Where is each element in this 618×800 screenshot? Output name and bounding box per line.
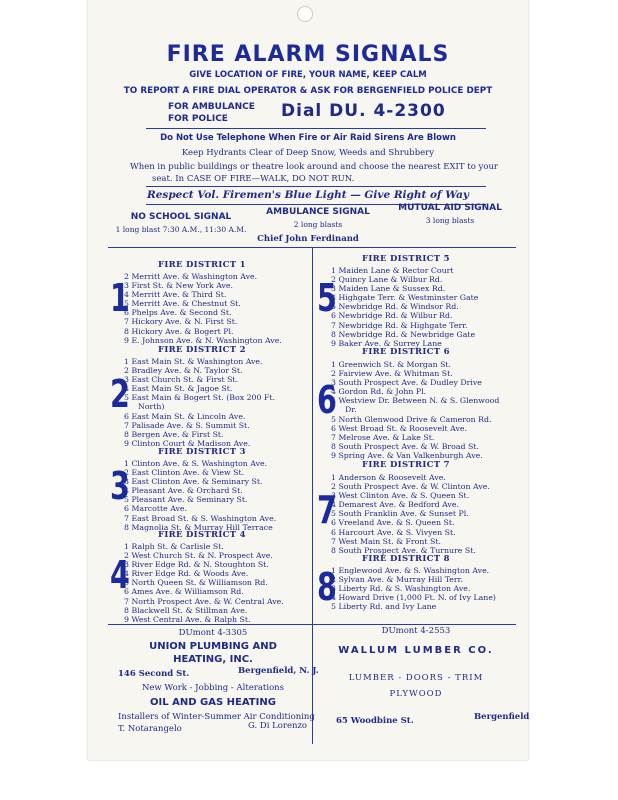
mutual-aid-detail: 3 long blasts xyxy=(425,216,475,225)
mutual-aid-signal: MUTUAL AID SIGNAL xyxy=(398,203,502,213)
list-item: 5 North Glenwood Drive & Cameron Rd. xyxy=(331,414,492,424)
district-3-number: 3 xyxy=(110,464,130,508)
district-2-list xyxy=(124,357,275,448)
district-1-number: 1 xyxy=(110,276,130,320)
list-item: 5 Newbridge Rd. & Windsor Rd. xyxy=(331,302,459,312)
district-5-list xyxy=(331,266,478,348)
wallum-products: LUMBER - DOORS - TRIM xyxy=(348,673,484,683)
union-person-1: T. Notarangelo xyxy=(118,724,182,734)
union-oil-gas: OIL AND GAS HEATING xyxy=(150,697,276,708)
list-item: 8 Hickory Ave. & Bogert Pl. xyxy=(124,326,234,336)
district-1-heading: FIRE DISTRICT 1 xyxy=(158,260,246,270)
public-note-line1: When in public buildings or theatre look around and choose the nearest EXIT to your xyxy=(130,162,498,172)
police-label: FOR POLICE xyxy=(168,114,228,124)
wallum-name: WALLUM LUMBER CO. xyxy=(338,645,494,656)
district-3-list xyxy=(124,459,276,532)
list-item: 4 Howard Drive (1,000 Ft. N. of Ivy Lane) xyxy=(331,593,496,603)
district-5-number: 5 xyxy=(317,276,337,320)
list-item: 8 South Prospect Ave. & Turnure St. xyxy=(331,545,476,555)
list-item: 1 Clinton Ave. & S. Washington Ave. xyxy=(124,459,268,468)
district-2-number: 2 xyxy=(110,372,130,416)
list-item: 9 Spring Ave. & Van Valkenburgh Ave. xyxy=(331,450,483,460)
district-8-number: 8 xyxy=(317,565,337,609)
list-item: 2 Bradley Ave. & N. Taylor St. xyxy=(124,366,243,376)
district-3-heading: FIRE DISTRICT 3 xyxy=(158,447,246,457)
list-item: 4 Merritt Ave. & Third St. xyxy=(124,290,227,300)
district-6-list xyxy=(331,360,499,460)
list-item: 9 E. Johnson Ave. & N. Washington Ave. xyxy=(124,335,282,345)
list-item: 9 Baker Ave. & Surrey Lane xyxy=(331,338,442,348)
district-4-list xyxy=(124,542,284,624)
list-item: 3 Liberty Rd. & S. Washington Ave. xyxy=(331,584,471,594)
list-item: 5 Merritt Ave. & Chestnut St. xyxy=(124,299,241,309)
list-item: 2 Merritt Ave. & Washington Ave. xyxy=(124,272,258,281)
list-item: 5 North Queen St. & Williamson Rd. xyxy=(124,578,268,588)
list-item: 9 West Central Ave. & Ralph St. xyxy=(124,614,251,624)
list-item: 6 Ames Ave. & Williamson Rd. xyxy=(124,587,244,597)
list-item: 6 Vreeland Ave. & S. Queen St. xyxy=(331,518,455,528)
district-7-number: 7 xyxy=(317,488,337,532)
divider xyxy=(146,186,486,187)
no-school-detail: 1 long blast 7:30 A.M., 11:30 A.M. xyxy=(115,225,247,234)
list-item: 7 West Main St. & Front St. xyxy=(331,536,441,546)
list-item: 2 Fairview Ave. & Whitman St. xyxy=(331,369,453,379)
list-item: 5 Liberty Rd. and Ivy Lane xyxy=(331,602,437,612)
ambulance-label: FOR AMBULANCE xyxy=(168,102,255,112)
list-item: 8 Newbridge Rd. & Newbridge Gate xyxy=(331,329,476,339)
list-item: 7 Palisade Ave. & S. Summit St. xyxy=(124,420,250,430)
list-item: 4 Pleasant Ave. & Orchard St. xyxy=(124,486,243,496)
phone-warning: Do Not Use Telephone When Fire or Air Raid Sirens Are Blown xyxy=(160,133,456,143)
list-item: 9 Clinton Court & Madison Ave. xyxy=(124,438,251,448)
wallum-phone: DUmont 4-2553 xyxy=(381,626,451,636)
instruction-line: GIVE LOCATION OF FIRE, YOUR NAME, KEEP CALM xyxy=(189,70,427,80)
union-name-line1: UNION PLUMBING AND xyxy=(149,641,277,652)
district-7-heading: FIRE DISTRICT 7 xyxy=(362,460,450,470)
district-8-heading: FIRE DISTRICT 8 xyxy=(362,554,450,564)
list-item: 5 Pleasant Ave. & Seminary St. xyxy=(124,495,248,505)
list-item: 3 Maiden Lane & Sussex Rd. xyxy=(331,284,446,294)
hanging-hole xyxy=(297,6,313,22)
list-item: 4 River Edge Rd. & Woods Ave. xyxy=(124,569,249,579)
divider xyxy=(146,128,486,129)
wallum-town: Bergenfield xyxy=(474,712,530,722)
list-item: 2 West Church St. & N. Prospect Ave. xyxy=(124,551,273,561)
list-item: 8 Magnolia St. & Murray Hill Terrace xyxy=(124,522,273,532)
ambulance-signal: AMBULANCE SIGNAL xyxy=(266,207,370,217)
list-item: 8 South Prospect Ave. & W. Broad St. xyxy=(331,441,479,451)
district-8-list xyxy=(331,566,496,611)
list-item: 4 Demarest Ave. & Bedford Ave. xyxy=(331,500,459,510)
list-item: 3 East Clinton Ave. & Seminary St. xyxy=(124,477,263,487)
list-item: 6 Marcotte Ave. xyxy=(124,504,188,514)
union-phone: DUmont 4-3305 xyxy=(178,628,248,638)
district-6-heading: FIRE DISTRICT 6 xyxy=(362,347,450,357)
list-item: 4 Highgate Terr. & Westminster Gate xyxy=(331,293,479,303)
list-item: 5 East Main & Bogert St. (Box 200 Ft. xyxy=(124,393,275,403)
list-item: 6 Harcourt Ave. & S. Vivyen St. xyxy=(331,527,456,537)
union-address: 146 Second St. xyxy=(118,669,190,679)
column-divider xyxy=(312,247,313,624)
fire-alarm-card xyxy=(88,0,528,760)
list-item: 2 Sylvan Ave. & Murray Hill Terr. xyxy=(331,575,463,585)
district-7-list xyxy=(331,473,490,555)
public-note-line2: seat. In CASE OF FIRE—WALK, DO NOT RUN. xyxy=(152,174,355,184)
district-4-number: 4 xyxy=(110,553,130,597)
list-item: 4 East Main St. & Jagoe St. xyxy=(124,384,233,394)
respect-banner: Respect Vol. Firemen's Blue Light — Give Right of Way xyxy=(147,189,469,201)
list-item: 1 Anderson & Roosevelt Ave. xyxy=(331,473,446,482)
district-5-heading: FIRE DISTRICT 5 xyxy=(362,254,450,264)
list-item: 7 East Broad St. & S. Washington Ave. xyxy=(124,513,277,523)
list-item: Dr. xyxy=(345,405,357,415)
list-item: 1 Ralph St. & Carlisle St. xyxy=(124,542,224,551)
list-item: 3 First St. & New York Ave. xyxy=(124,281,234,291)
list-item: 1 Englewood Ave. & S. Washington Ave. xyxy=(331,566,490,575)
union-town: Bergenfield, N. J. xyxy=(238,666,319,676)
list-item: 7 North Prospect Ave. & W. Central Ave. xyxy=(124,596,284,606)
district-4-heading: FIRE DISTRICT 4 xyxy=(158,530,246,540)
list-item: 6 Newbridge Rd. & Wilbur Rd. xyxy=(331,311,453,321)
list-item: 3 River Edge Rd. & N. Stoughton St. xyxy=(124,560,269,570)
list-item: 6 West Broad St. & Roosevelt Ave. xyxy=(331,423,467,433)
report-line: TO REPORT A FIRE DIAL OPERATOR & ASK FOR BERGENFIELD POLICE DEPT xyxy=(123,86,493,96)
list-item: 2 South Prospect Ave. & W. Clinton Ave. xyxy=(331,482,490,492)
list-item: 1 Greenwich St. & Morgan St. xyxy=(331,360,452,369)
ambulance-detail: 2 long blasts xyxy=(293,220,343,229)
list-item: 2 Quincy Lane & Wilbur Rd. xyxy=(331,275,443,285)
list-item: 2 East Clinton Ave. & View St. xyxy=(124,468,245,478)
list-item: 3 South Prospect Ave. & Dudley Drive xyxy=(331,378,482,388)
list-item: 4 Westview Dr. Between N. & S. Glenwood xyxy=(331,396,500,406)
district-2-heading: FIRE DISTRICT 2 xyxy=(158,345,246,355)
district-6-number: 6 xyxy=(317,378,337,422)
list-item: 7 Melrose Ave. & Lake St. xyxy=(331,432,435,442)
list-item: 1 Maiden Lane & Rector Court xyxy=(331,266,454,275)
list-item: 6 Phelps Ave. & Second St. xyxy=(124,308,232,318)
district-1-list xyxy=(124,272,282,345)
list-item: 6 East Main St. & Lincoln Ave. xyxy=(124,411,246,421)
column-divider xyxy=(312,624,313,744)
list-item: 3 West Clinton Ave. & S. Queen St. xyxy=(331,491,470,501)
dial-number: Dial DU. 4-2300 xyxy=(281,101,446,121)
list-item: 7 Hickory Ave. & N. First St. xyxy=(124,317,238,327)
list-item: 8 Blackwell St. & Stillman Ave. xyxy=(124,605,248,615)
list-item: 4 Gordon Rd. & John Pl. xyxy=(331,387,427,397)
list-item: 1 East Main St. & Washington Ave. xyxy=(124,357,263,366)
no-school-signal: NO SCHOOL SIGNAL xyxy=(130,212,232,222)
union-name-line2: HEATING, INC. xyxy=(173,654,253,665)
page-title: FIRE ALARM SIGNALS xyxy=(166,42,450,67)
union-person-2: G. Di Lorenzo xyxy=(248,721,308,731)
list-item: 5 South Franklin Ave. & Sunset Pl. xyxy=(331,509,469,519)
list-item: 3 East Church St. & First St. xyxy=(124,375,239,385)
list-item: 7 Newbridge Rd. & Highgate Terr. xyxy=(331,320,468,330)
union-services: New Work - Jobbing - Alterations xyxy=(141,683,285,693)
wallum-address: 65 Woodbine St. xyxy=(336,716,414,726)
list-item: North) xyxy=(138,402,165,412)
hydrants-note: Keep Hydrants Clear of Deep Snow, Weeds and Shrubbery xyxy=(181,148,435,158)
list-item: 8 Bergen Ave. & First St. xyxy=(124,429,224,439)
union-installers: Installers of Winter-Summer Air Conditioning xyxy=(118,712,315,722)
chief-name: Chief John Ferdinand xyxy=(257,234,359,244)
wallum-plywood: PLYWOOD xyxy=(389,689,443,699)
